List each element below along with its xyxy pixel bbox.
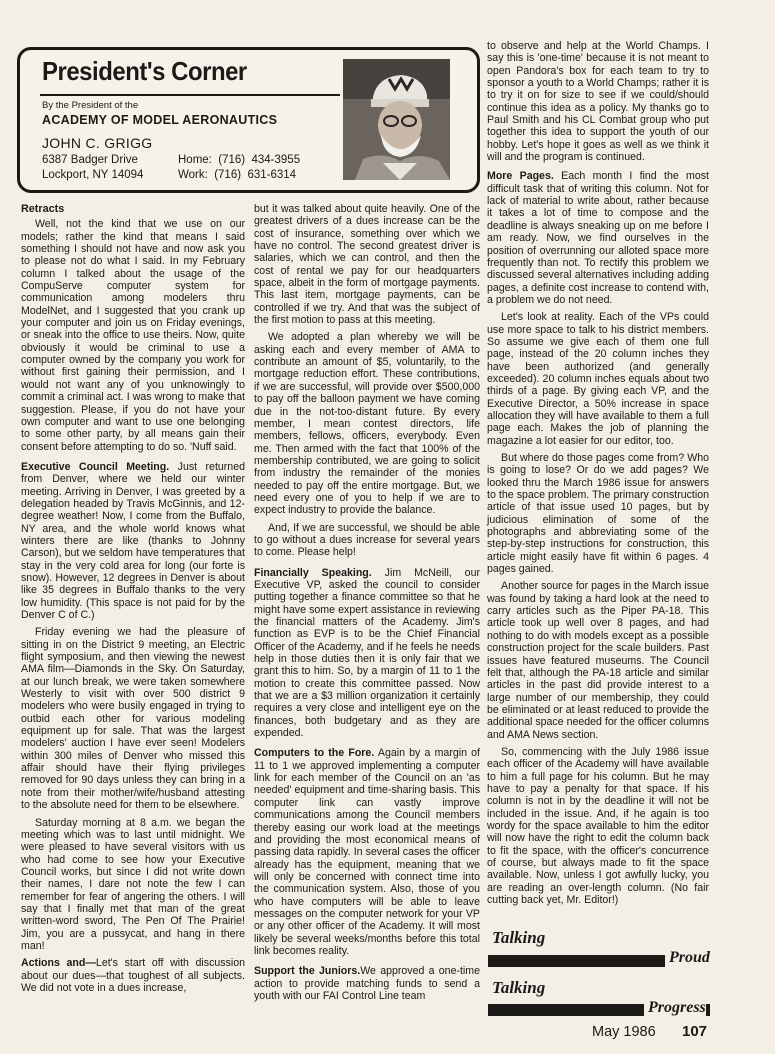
title-rule bbox=[40, 94, 340, 96]
saturday-morning-paragraph: Saturday morning at 8 a.m. we began the meeting which was to last until midnight. We were pleased to have several visitors with us who had come to see how your Executive Council works, but since I did not write down their names, I dare not note the few I can remember for fear of angering the others. I will say that I finally met that man of the great written-word sword, The Pen Of The Prairie! Jim, you are a pussycat, and hang in there man! bbox=[21, 816, 245, 952]
another-source-paragraph: Another source for pages in the March issue was found by taking a hard look at the need to carry articles such as the Piper PA-18. This article took up well over 8 pages, and had nothing to do with models except as a possible construction project for the scale builders. Past issues have featured museums. The Council felt that, although the PA-18 article and similar articles in the past did provide interest to a large number of our membership, they could be eliminated or at least reduced to provide the additional space needed for the officer columns and AMA News section. bbox=[487, 580, 709, 741]
byline: By the President of the bbox=[42, 100, 139, 111]
retracts-paragraph: Well, not the kind that we use on our models; rather the kind that means I said something I should not have and now ask you to please not do what I said. In my February column I talked about the usage of the CompuServe computer system for communication among modelers thru ModelNet, and I suggested that you crank up your computer and join us on Friday evenings, or sneak into the office to use theirs. Now, quite obviously it would be criminal to use a computer owned by the company you work for without first gaining their permission, and I would not want any of you unknowingly to commit a criminal act. I was wrong to make that suggestion. Please, if you do not have your own computer and want to use one belonging to some other party, by all means gain their consent before attempting to do so. 'Nuff said. bbox=[21, 218, 245, 453]
more-pages-lead: More Pages. bbox=[487, 170, 554, 183]
computers-paragraph bbox=[254, 747, 480, 957]
executive-council-lead: Executive Council Meeting. bbox=[21, 460, 170, 473]
world-champs-paragraph: to observe and help at the World Champs. I say this is 'one-time' because it is not meant to open Pandora's box for each team to try to sponsor a youth to a World Champs; rather it is to try it on for size to see if we could/should continue this idea as a policy. My thanks go to Paul Smith and his CL Combat group who put together this idea to support the youth of our hobby. Let's hope it goes as well as we think it will and the program is continued. bbox=[487, 40, 709, 164]
where-pages-paragraph: But where do those pages come from? Who is going to lose? Or do we add pages? We looked thru the March 1986 issue for answers to the space problem. The primary construction article of that issue used 10 pages, but by judicious elimination of some of the photographs and abbreviating some of the step-by-step instructions for construction, this article might easily have fit within 6 pages. 4 pages gained. bbox=[487, 452, 709, 576]
support-juniors-text: We approved a one-time action to provide matching funds to send a youth with our FAI Control Line team bbox=[254, 965, 481, 1002]
executive-council-text: Just returned from Denver, where we held our winter meeting. Arriving in Denver, I was greeted by a delegation headed by Travis McGinnis, and 12-degree weather! Now, I come from the Buffalo, NY area, and the whole world knows what winters there are like (thanks to Johnny Carson), but we seldom have temperatures that stay in the very cold area for long (our forte is snow). However, 12 degrees in Denver is about like 35 degrees in Buffalo thanks to the very low humidity. (This space is not paid for by the Denver C of C.) bbox=[21, 460, 245, 621]
please-help-paragraph: And, If we are successful, we should be able to go without a dues increase for several years to come. Please help! bbox=[254, 521, 480, 559]
financially-speaking-paragraph bbox=[254, 567, 480, 740]
financially-speaking-lead: Financially Speaking. bbox=[254, 566, 372, 579]
executive-council-paragraph bbox=[21, 461, 245, 621]
actions-paragraph bbox=[21, 957, 245, 994]
support-juniors-lead: Support the Juniors. bbox=[254, 965, 361, 978]
work-phone: Work: (716) 631-6314 bbox=[178, 169, 297, 181]
president-header-box bbox=[17, 47, 480, 193]
reality-paragraph: Let's look at reality. Each of the VPs could use more space to talk to his district members. So assume we give each of them one full page, instead of the 20 column inches they have been authorized (and generally exceeded). 20 column inches equals about two thirds of a page. By giving each VP, and the Executive Director, a 50% increase in space allocation they will have available to them a full page each. Makes the job of planning the magazine a lot easier for our editor, too. bbox=[487, 311, 709, 447]
commencing-july-paragraph: So, commencing with the July 1986 issue each officer of the Academy will have available to him a full page for his column. But he may have to pay a penalty for that space. If his column is not in by the deadline it will not be included in the issue. And, if he again is too wordy for the space available to him the editor will now have the right to edit the column back to fit the space, with the officer's concurrence of course, but always made to fit the space available. Now, unless I got awfully lucky, you are reading an over-length column. (No fair cutting back yet, Mr. Editor!) bbox=[487, 745, 709, 907]
issue-date: May 1986 bbox=[592, 1024, 656, 1040]
actions-text: Let's start off with discussion about our dues—that toughest of all subjects. We did not vote in a dues increase, bbox=[21, 957, 246, 994]
more-pages-paragraph bbox=[487, 170, 709, 306]
column-1 bbox=[21, 203, 245, 999]
actions-lead: Actions and— bbox=[21, 957, 96, 970]
home-phone: Home: (716) 434-3955 bbox=[178, 154, 301, 166]
address-line-2: Lockport, NY 14094 bbox=[42, 169, 144, 181]
column-3 bbox=[487, 40, 709, 911]
retracts-heading: Retracts bbox=[21, 203, 65, 215]
financially-speaking-text: Jim McNeill, our Executive VP, asked the council to consider putting together a finance committee so that he might have some expert assistance in reviewing the financial matters of the Academy. Jim's function as EVP is to be the Chief Financial Officer of the Academy, and if he feels he needs help in those duties then it is only fair that we grant this to him. So, by a margin of 11 to 1 the motion to create this committee passed. Now that we are a $3 million organization it certainly requires a very close and intelligent eye on the finances, both budgetary and as they are expended. bbox=[254, 566, 480, 740]
page-number: 107 bbox=[682, 1023, 708, 1040]
address-line-1: 6387 Badger Drive bbox=[42, 154, 138, 166]
column-2 bbox=[254, 203, 480, 1007]
friday-evening-paragraph: Friday evening we had the pleasure of sitting in on the District 9 meeting, an Electric flight symposium, and then viewing the newest AMA film—Diamonds in the Sky. On Saturday, at our lunch break, we were taken somewhere Westerly to visit with over 500 district 9 modelers who were busily engaged in trying to outbid each other for various modeling equipment up for sale. That was the largest modelers' auction I have ever seen! Modelers within 300 miles of Denver who missed this affair should have their flying privileges removed for 90 days unless they can bring in a note from their mother/wife/husband attesting to the absolute need for them to be elsewhere. bbox=[21, 626, 245, 812]
dues-paragraph: but it was talked about quite heavily. One of the greatest drivers of a dues increase can be the cost of insurance, something over which we have no control. The second greatest driver is salaries, which we can control, and then the cost of rental we pay for our headquarters space, albeit in the form of mortgage payments. This last item, mortgage payments, can be controlled if we try. And that was the subject of the first motion to pass at this meeting. bbox=[254, 203, 480, 327]
slogan-progress: Progress bbox=[644, 999, 706, 1017]
author-portrait-photo bbox=[343, 59, 450, 180]
computers-lead: Computers to the Fore. bbox=[254, 747, 375, 760]
slogan-talking-1: Talking bbox=[492, 928, 546, 947]
mortgage-plan-paragraph: We adopted a plan whereby we will be asking each and every member of AMA to contribute an amount of $5, voluntarily, to the mortgage reduction effort. These contributions, if we are successful, will provide over $500,000 to pay off the balloon payment we have coming due in the not-too-distant future. By every member, I mean contest directors, life members, fellows, officers, everybody. Even me. Then armed with the fact that 100% of the membership contributed, we are going to solicit from industry the remainder of the monies needed to pay off the entire mortgage. But, we need every one of you to help if we are to expect industry to provide the balance. bbox=[254, 331, 480, 517]
author-name: JOHN C. GRIGG bbox=[42, 135, 153, 151]
slogan-talking-2: Talking bbox=[492, 978, 546, 997]
organization-name: ACADEMY OF MODEL AERONAUTICS bbox=[42, 113, 278, 127]
column-title: President's Corner bbox=[42, 56, 247, 86]
support-juniors-paragraph bbox=[254, 965, 480, 1002]
portrait-illustration bbox=[343, 59, 450, 180]
slogan-proud: Proud bbox=[665, 949, 710, 967]
more-pages-text: Each month I find the most difficult task that of writing this column. Not for lack of material to write about, rather because it takes a lot of time to compose and the deadline is always sneaking up on me before I am ready. Now, we find ourselves in the position of overrunning our alloted space more frequently than not. To rectify this problem we discussed several alternatives including adding pages, a definite cost increase to contend with, a problem we do not need. bbox=[487, 170, 710, 306]
computers-text: Again by a margin of 11 to 1 we approved implementing a computer link for each member of the Council on an 'as needed' equipment and time-sharing basis. This computer link can vastly improve communications among the Council members thereby easing our work load at the meetings and providing the most economical means of passing data rapidly. In several cases the officer already has the equipment, meaning that we will only be concerned with connect time into the communication system. Also, those of you who have computers will be able to leave messages on the computer network for your VP or any other officer of the Academy. It will most likely be several weeks/months before this total link becomes reality. bbox=[254, 747, 481, 957]
